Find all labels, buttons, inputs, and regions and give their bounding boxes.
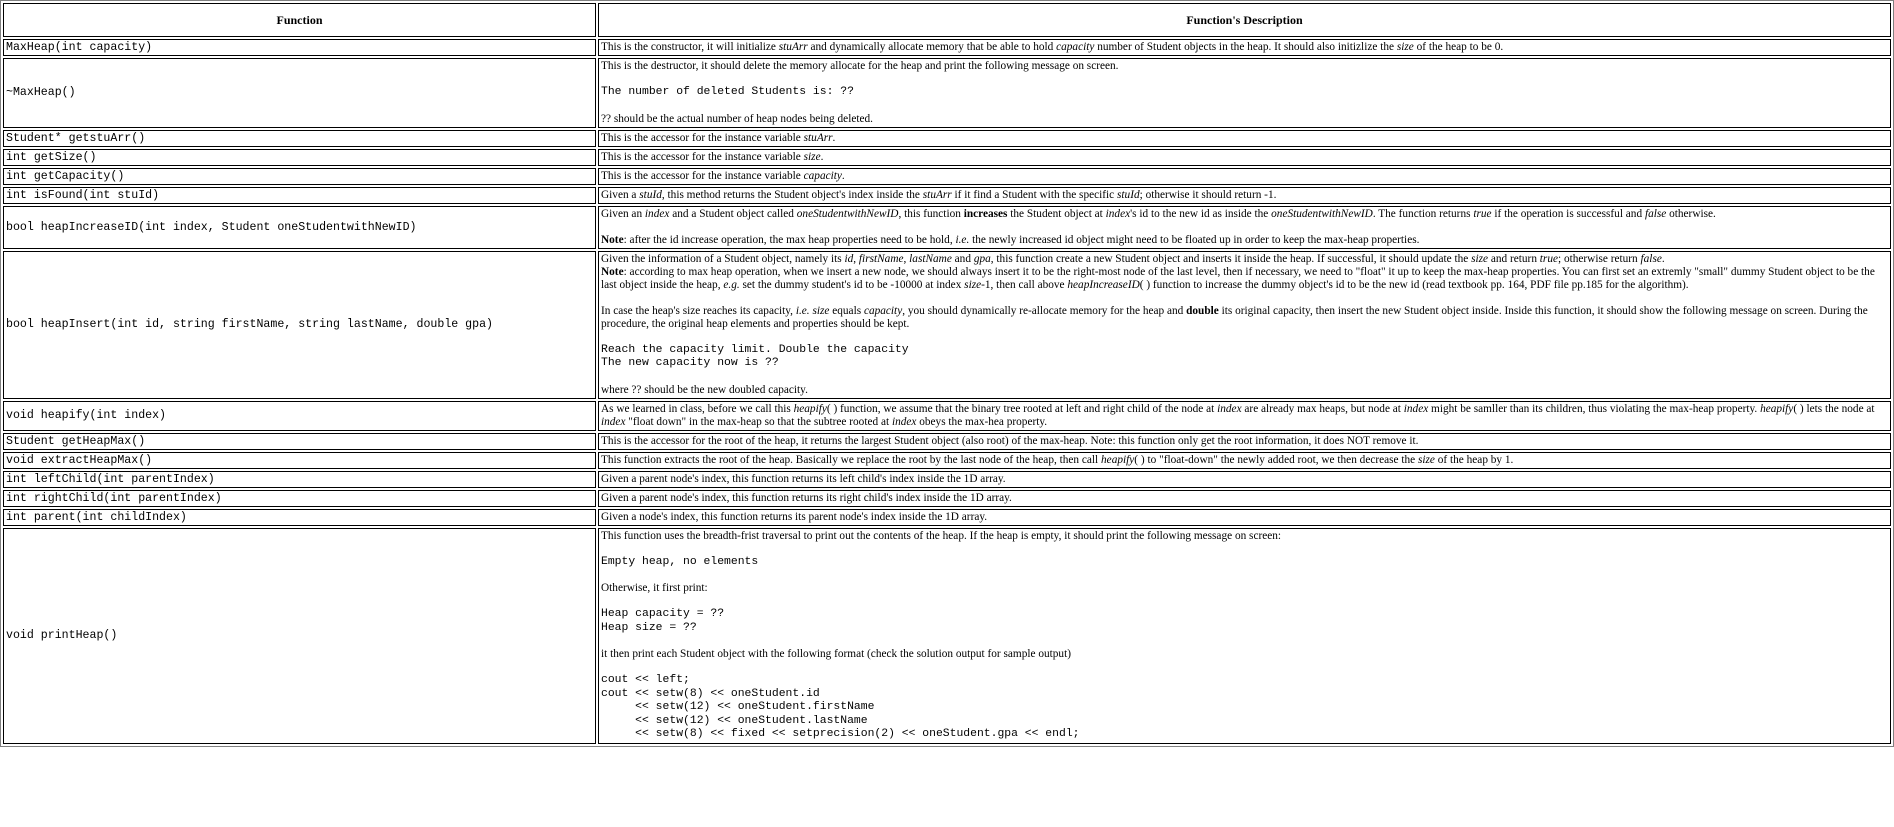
italic-term: true [1473, 207, 1492, 220]
italic-term: stuId [639, 188, 662, 201]
function-description [598, 130, 1891, 147]
italic-term: heapIncreaseID [1067, 278, 1140, 291]
italic-term: false [1640, 252, 1662, 265]
description-paragraph [601, 648, 1888, 661]
table-row [3, 433, 1891, 450]
table-row [3, 58, 1891, 128]
function-description [598, 149, 1891, 166]
text-run: . [1661, 252, 1665, 265]
text-run: and a Student object called [669, 207, 797, 220]
italic-term: capacity [1056, 41, 1095, 53]
italic-term: oneStudentwithNewID [796, 207, 899, 220]
paragraph-gap [601, 543, 1888, 556]
table-row [3, 187, 1891, 204]
text-run: Given an [601, 207, 645, 220]
text-run: it then print each Student object with the following format (check the solution output for sample output) [601, 648, 1071, 660]
text-run: -1, then call above [981, 278, 1068, 291]
text-run: and [951, 252, 974, 265]
function-description [598, 471, 1891, 488]
description-paragraph [601, 208, 1888, 221]
description-paragraph [601, 234, 1888, 247]
code-line: The number of deleted Students is: ?? [601, 86, 854, 98]
text-run: This function uses the breadth-frist traversal to print out the contents of the heap. If the heap is empty, it should print the following message on screen: [601, 529, 1282, 542]
text-run: . The function returns [1372, 207, 1474, 220]
function-description [598, 39, 1891, 56]
description-paragraph [601, 189, 1888, 202]
text-run: otherwise. [1666, 207, 1716, 220]
function-signature: bool heapIncreaseID(int index, Student oneStudentwithNewID) [3, 206, 596, 249]
paragraph-gap [601, 331, 1888, 344]
text-run: its original capacity, then insert the new Student object inside. Inside this function, it should show the following message on screen. During the procedure, the original heap elements and properties should be kept. [601, 304, 1868, 330]
italic-term: e.g. [723, 278, 740, 291]
code-block [601, 86, 1888, 100]
bold-text: double [1186, 304, 1219, 317]
description-paragraph [601, 435, 1888, 448]
description-paragraph [601, 60, 1888, 73]
text-run: : after the id increase operation, the max heap properties need to be hold, [623, 233, 956, 246]
code-line: Reach the capacity limit. Double the capacity [601, 343, 909, 356]
text-run: Given a parent node's index, this function returns its right child's index inside the 1D array. [601, 491, 1012, 504]
text-run: the Student object at [1007, 207, 1106, 220]
text-run: where ?? should be the new doubled capacity. [601, 383, 808, 396]
text-run: if the operation is successful and [1491, 207, 1645, 220]
italic-term: false [1644, 207, 1667, 220]
header-description: Function's Description [598, 3, 1891, 37]
italic-term: stuId [1117, 188, 1140, 201]
italic-term: heapify [793, 402, 827, 415]
text-run: 's id to the new id as inside the [1130, 207, 1272, 220]
italic-term: size [964, 278, 982, 291]
function-description [598, 206, 1891, 249]
text-run: of the heap by 1. [1434, 453, 1514, 466]
function-signature: int getSize() [3, 149, 596, 166]
function-signature: Student getHeapMax() [3, 433, 596, 450]
text-run: number of Student objects in the heap. It should also initizlize the [1094, 41, 1397, 53]
table-row [3, 206, 1891, 249]
text-run: This is the accessor for the instance variable [601, 150, 804, 163]
function-signature: int getCapacity() [3, 168, 596, 185]
paragraph-gap [601, 371, 1888, 384]
paragraph-gap [601, 292, 1888, 305]
text-run: Given a [601, 188, 640, 201]
text-run: equals [829, 304, 864, 317]
description-paragraph [601, 170, 1888, 183]
paragraph-gap [601, 73, 1888, 86]
italic-term: id [844, 252, 854, 265]
table-row [3, 401, 1891, 431]
function-signature: bool heapInsert(int id, string firstName, string lastName, double gpa) [3, 251, 596, 399]
text-run: ?? should be the actual number of heap nodes being deleted. [601, 112, 873, 125]
function-description [598, 168, 1891, 185]
header-function: Function [3, 3, 596, 37]
function-description [598, 509, 1891, 526]
italic-term: heapify [1760, 402, 1794, 415]
text-run: Otherwise, it first print: [601, 582, 708, 594]
code-line: Heap capacity = ?? [601, 608, 725, 620]
bold-text: Note [601, 233, 624, 246]
italic-term: size [1471, 252, 1489, 265]
italic-term: firstName [858, 252, 904, 265]
text-run: if it find a Student with the specific [951, 188, 1118, 201]
table-row [3, 452, 1891, 469]
italic-term: i.e. [955, 233, 970, 246]
description-paragraph [601, 266, 1888, 292]
code-line: Empty heap, no elements [601, 555, 759, 568]
text-run: the newly increased id object might need to be floated up in order to keep the max-heap properties. [969, 233, 1420, 246]
function-signature: int rightChild(int parentIndex) [3, 490, 596, 507]
code-block [601, 344, 1888, 371]
function-description [598, 528, 1891, 744]
italic-term: heapify [1101, 453, 1135, 466]
text-run: As we learned in class, before we call this [601, 402, 794, 415]
bold-text: Note [601, 265, 624, 278]
code-block [601, 556, 1888, 570]
code-line: << setw(12) << oneStudent.lastName [601, 714, 868, 727]
text-run: are already max heaps, but node at [1241, 402, 1404, 415]
description-paragraph [601, 454, 1888, 467]
function-description [598, 401, 1891, 431]
paragraph-gap [601, 221, 1888, 234]
table-row [3, 528, 1891, 744]
text-run: "float down" in the max-heap so that the subtree rooted at [625, 415, 892, 428]
paragraph-gap [601, 100, 1888, 113]
paragraph-gap [601, 595, 1888, 608]
description-paragraph [601, 492, 1888, 505]
text-run: , [903, 252, 910, 265]
table-row [3, 130, 1891, 147]
italic-term: index [1217, 402, 1242, 415]
table-row [3, 39, 1891, 56]
function-description [598, 452, 1891, 469]
text-run: : according to max heap operation, when we insert a new node, we should always insert it to be the right-most node of the last level, then if necessary, we need to "float" it up to keep the max-heap properties. You can first set an extremly "small" dummy Student object to be the last object inside the heap, [601, 265, 1875, 291]
text-run: This is the accessor for the instance variable [601, 131, 804, 144]
italic-term: stuArr [778, 41, 808, 53]
function-signature: void heapify(int index) [3, 401, 596, 431]
paragraph-gap [601, 635, 1888, 648]
text-run: In case the heap's size reaches its capacity, [601, 304, 796, 317]
text-run: . [841, 169, 845, 182]
text-run: . [820, 150, 824, 163]
italic-term: stuArr [803, 131, 833, 144]
text-run: might be samller than its children, thus violating the max-heap property. [1428, 402, 1761, 415]
function-signature: int isFound(int stuId) [3, 187, 596, 204]
italic-term: index [644, 207, 670, 220]
description-paragraph [601, 511, 1888, 524]
text-run: Given a node's index, this function returns its parent node's index inside the 1D array. [601, 510, 988, 523]
text-run: set the dummy student's id to be -10000 at index [739, 278, 965, 291]
italic-term: index [891, 415, 917, 428]
description-paragraph [601, 530, 1888, 543]
text-run: of the heap to be 0. [1413, 41, 1504, 53]
text-run: . [832, 131, 836, 144]
italic-term: oneStudentwithNewID [1271, 207, 1373, 220]
table-row [3, 509, 1891, 526]
table-row [3, 471, 1891, 488]
code-block [601, 674, 1888, 742]
function-signature: MaxHeap(int capacity) [3, 39, 596, 56]
text-run: Given the information of a Student object, namely its [601, 252, 845, 265]
text-run: This is the accessor for the instance variable [601, 169, 804, 182]
description-paragraph [601, 253, 1888, 266]
table-row [3, 490, 1891, 507]
text-run: This function extracts the root of the heap. Basically we replace the root by the last node of the heap, then call [601, 453, 1102, 466]
italic-term: index [601, 415, 626, 428]
text-run: and dynamically allocate memory that be able to hold [807, 41, 1057, 53]
text-run: ; otherwise it should return -1. [1139, 188, 1277, 201]
italic-term: size [1418, 453, 1435, 466]
text-run: , [853, 252, 859, 265]
function-description [598, 187, 1891, 204]
code-line: << setw(8) << fixed << setprecision(2) << oneStudent.gpa << endl; [601, 728, 1080, 740]
bold-text: increases [963, 207, 1008, 220]
code-line: Heap size = ?? [601, 621, 697, 634]
italic-term: true [1539, 252, 1558, 265]
text-run: ( ) function to increase the dummy object's id to be the new id (read textbook pp. 164, PDF file pp.185 for the algorithm). [1139, 278, 1689, 291]
text-run: This is the accessor for the root of the heap, it returns the largest Student object (also root) of the max-heap. Note: this function only get the root information, it does NOT remove it. [601, 434, 1419, 447]
code-line: << setw(12) << oneStudent.firstName [601, 701, 875, 713]
text-run: ( ) to "float-down" the newly added root, we then decrease the [1134, 453, 1418, 466]
code-line: The new capacity now is ?? [601, 357, 779, 369]
function-signature: void extractHeapMax() [3, 452, 596, 469]
function-signature: int parent(int childIndex) [3, 509, 596, 526]
description-paragraph [601, 473, 1888, 486]
text-run: and return [1488, 252, 1540, 265]
description-paragraph [601, 151, 1888, 164]
table-row [3, 251, 1891, 399]
text-run: This is the destructor, it should delete the memory allocate for the heap and print the following message on screen. [601, 60, 1119, 72]
text-run: ( ) lets the node at [1793, 402, 1875, 415]
text-run: , you should dynamically re-allocate memory for the heap and [902, 304, 1187, 317]
function-description [598, 433, 1891, 450]
text-run: obeys the max-hea property. [916, 415, 1048, 428]
function-description [598, 251, 1891, 399]
text-run: , this method returns the Student object's index inside the [661, 188, 923, 201]
description-paragraph [601, 41, 1888, 54]
function-description [598, 58, 1891, 128]
italic-term: stuArr [922, 188, 952, 201]
description-paragraph [601, 384, 1888, 397]
description-paragraph [601, 132, 1888, 145]
text-run: , this function create a new Student object and inserts it inside the heap. If successful, it should update the [990, 252, 1472, 265]
italic-term: index [1105, 207, 1131, 220]
italic-term: size [1396, 41, 1414, 53]
code-block [601, 608, 1888, 635]
code-line: cout << left; [601, 674, 690, 686]
table-header-row [3, 3, 1891, 37]
italic-term: index [1403, 402, 1429, 415]
function-signature: Student* getstuArr() [3, 130, 596, 147]
description-paragraph [601, 403, 1888, 429]
description-paragraph [601, 305, 1888, 331]
italic-term: capacity [863, 304, 903, 317]
description-paragraph [601, 582, 1888, 595]
text-run: Given a parent node's index, this function returns its left child's index inside the 1D array. [601, 472, 1006, 485]
text-run: This is the constructor, it will initialize [601, 41, 779, 53]
italic-term: size [812, 304, 830, 317]
code-line: cout << setw(8) << oneStudent.id [601, 687, 820, 700]
function-description [598, 490, 1891, 507]
description-paragraph [601, 113, 1888, 126]
italic-term: capacity [803, 169, 842, 182]
paragraph-gap [601, 661, 1888, 674]
italic-term: gpa [973, 252, 991, 265]
table-row [3, 149, 1891, 166]
italic-term: size [803, 150, 821, 163]
function-signature: int leftChild(int parentIndex) [3, 471, 596, 488]
table-row [3, 168, 1891, 185]
function-signature: ~MaxHeap() [3, 58, 596, 128]
italic-term: lastName [909, 252, 952, 265]
text-run: , this function [898, 207, 964, 220]
text-run: ( ) function, we assume that the binary tree rooted at left and right child of the node at [826, 402, 1218, 415]
text-run: ; otherwise return [1558, 252, 1641, 265]
function-signature: void printHeap() [3, 528, 596, 744]
italic-term: i.e. [795, 304, 810, 317]
paragraph-gap [601, 569, 1888, 582]
